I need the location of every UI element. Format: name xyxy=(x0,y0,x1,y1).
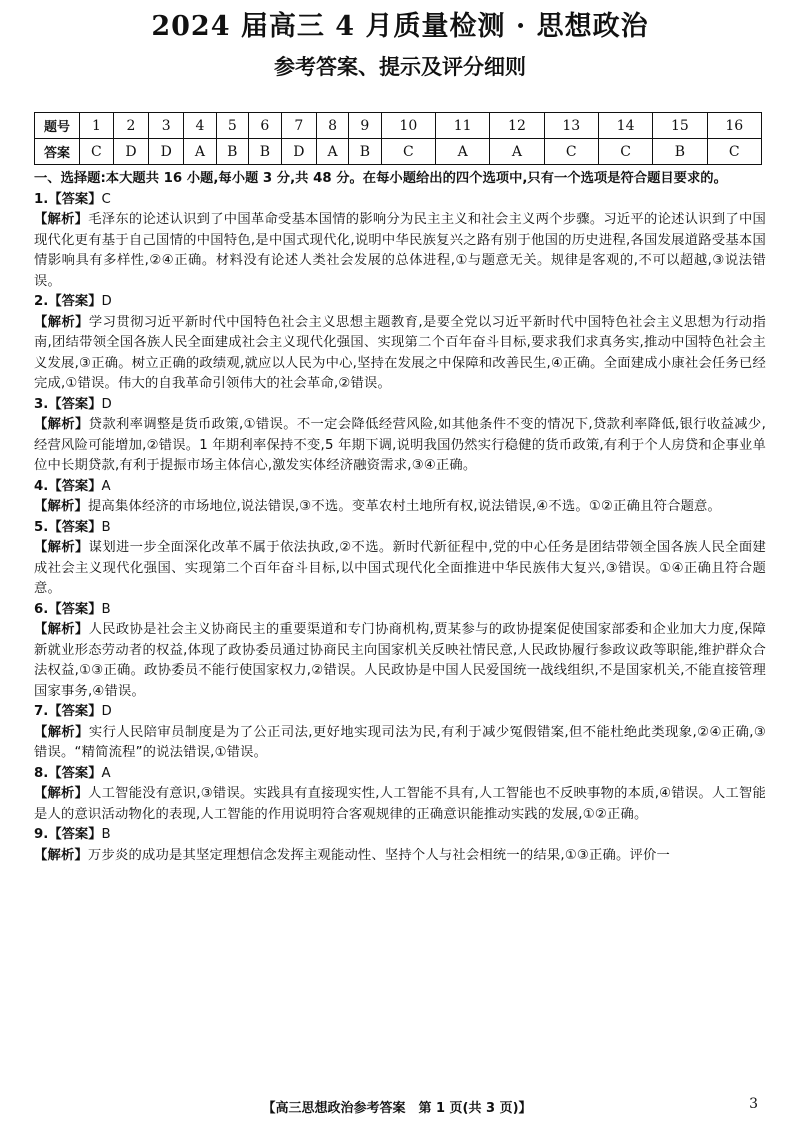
explanation-text: 学习贯彻习近平新时代中国特色社会主义思想主题教育,是要全党以习近平新时代中国特色社会主义思想为行动指南,团结带领全国各族人民全面建成社会主义现代化强国、实现第二个百年奋斗目标,要求我们求真务实,推动中国特色社会主义发展,③正确。树立正确的政绩观,就应以人民为中心,坚持在发展之中保障和改善民生,④正确。全面建成小康社会任务已经完成,①错误。伟大的自我革命引领伟大的社会革命,②错误。 xyxy=(34,314,766,391)
explanation-paragraph xyxy=(34,784,766,825)
question-item xyxy=(34,477,766,518)
question-number: 9. xyxy=(34,827,49,842)
explanation-paragraph xyxy=(34,846,766,867)
question-item xyxy=(34,600,766,703)
answer-line xyxy=(34,518,766,539)
answer-value: D xyxy=(101,294,112,309)
answer-value: B xyxy=(101,519,111,535)
question-number-cell: 6 xyxy=(249,113,282,139)
answer-row xyxy=(35,139,762,165)
question-number: 2. xyxy=(34,294,49,309)
explanation-text: 实行人民陪审员制度是为了公正司法,更好地实现司法为民,有利于减少冤假错案,但不能杜绝此类现象,②④正确,③错误。“精简流程”的说法错误,①错误。 xyxy=(34,724,766,760)
question-number: 3. xyxy=(34,396,49,412)
question-number-label: 题号 xyxy=(35,113,80,139)
answer-line xyxy=(34,764,766,785)
answer-tag: 【答案】 xyxy=(48,601,102,617)
question-item xyxy=(34,292,766,395)
explanation-tag: 【解析】 xyxy=(34,622,89,637)
answer-tag: 【答案】 xyxy=(48,478,102,494)
explanation-text: 贷款利率调整是货币政策,①错误。不一定会降低经营风险,如其他条件不变的情况下,贷款利率降低,银行收益减少,经营风险可能增加,②错误。1 年期利率保持不变,5 年期下调,说明我国仍然实行稳健的货币政策,有利于个人房贷和企事业单位中长期贷款,有利于提振市场主体信心,激发实体经济融资需求,③④正确。 xyxy=(34,417,766,473)
answer-cell: B xyxy=(216,139,249,165)
answer-line xyxy=(34,477,766,498)
question-number-cell: 4 xyxy=(184,113,216,139)
explanation-text: 谋划进一步全面深化改革不属于依法执政,②不选。新时代新征程中,党的中心任务是团结带领全国各族人民全面建成社会主义现代化强国、实现第二个百年奋斗目标,以中国式现代化全面推进中华民族伟大复兴,③错误。①④正确且符合题意。 xyxy=(34,540,766,596)
answer-cell: C xyxy=(707,139,761,165)
answer-line xyxy=(34,702,766,723)
explanation-text: 万步炎的成功是其坚定理想信念发挥主观能动性、坚持个人与社会相统一的结果,①③正确。评价一 xyxy=(88,847,671,863)
answer-tag: 【答案】 xyxy=(48,519,102,535)
answer-cell: D xyxy=(113,139,148,165)
question-number: 7. xyxy=(34,704,49,719)
explanation-tag: 【解析】 xyxy=(34,417,89,432)
answer-label: 答案 xyxy=(35,139,80,165)
question-number-cell: 1 xyxy=(80,113,114,139)
question-number-cell: 12 xyxy=(490,113,544,139)
question-number: 1. xyxy=(34,191,49,207)
question-number: 5. xyxy=(34,519,49,535)
question-number-cell: 2 xyxy=(113,113,148,139)
explanation-paragraph xyxy=(34,313,766,395)
explanation-text: 人民政协是社会主义协商民主的重要渠道和专门协商机构,贾某参与的政协提案促使国家部委和企业加大力度,保障新就业形态劳动者的权益,体现了政协委员通过协商民主向国家机关反映社情民意,人民政协履行参政议政等职能,维护群众合法权益,①③正确。政协委员不能行使国家权力,②错误。人民政协是中国人民爱国统一战线组织,不是国家机关,不能直接管理国家事务,④错误。 xyxy=(34,622,766,699)
answer-line xyxy=(34,190,766,211)
question-item xyxy=(34,395,766,477)
answer-cell: A xyxy=(316,139,348,165)
answer-tag: 【答案】 xyxy=(48,191,102,207)
answer-line xyxy=(34,600,766,621)
explanation-paragraph xyxy=(34,497,766,518)
explanation-paragraph xyxy=(34,415,766,477)
answer-cell: C xyxy=(598,139,652,165)
question-item xyxy=(34,825,766,866)
answer-cell: A xyxy=(435,139,489,165)
question-number-cell: 13 xyxy=(544,113,598,139)
question-number: 4. xyxy=(34,478,49,494)
answer-tag: 【答案】 xyxy=(48,396,102,412)
answer-tag: 【答案】 xyxy=(48,294,102,309)
explanation-paragraph xyxy=(34,620,766,702)
explanation-paragraph xyxy=(34,538,766,600)
explanation-text: 人工智能没有意识,③错误。实践具有直接现实性,人工智能不具有,人工智能也不反映事物的本质,④错误。人工智能是人的意识活动物化的表现,人工智能的作用说明符合客观规律的正确意识能推动实践的发展,①②正确。 xyxy=(34,786,766,822)
answer-value: B xyxy=(101,601,111,617)
question-number-cell: 15 xyxy=(653,113,707,139)
answer-value: B xyxy=(101,827,111,842)
answer-line xyxy=(34,825,766,846)
explanation-tag: 【解析】 xyxy=(34,847,88,863)
explanation-tag: 【解析】 xyxy=(34,724,89,740)
question-number-cell: 9 xyxy=(349,113,382,139)
answer-cell: C xyxy=(544,139,598,165)
explanation-paragraph xyxy=(34,210,766,292)
question-item xyxy=(34,518,766,600)
answer-value: D xyxy=(101,396,112,412)
question-number-cell: 8 xyxy=(316,113,348,139)
question-item xyxy=(34,764,766,826)
question-number: 6. xyxy=(34,601,49,617)
answer-table xyxy=(34,112,762,165)
answer-cell: D xyxy=(281,139,316,165)
answer-tag: 【答案】 xyxy=(48,827,102,842)
answer-value: D xyxy=(101,704,112,719)
explanation-text: 提高集体经济的市场地位,说法错误,③不选。变革农村土地所有权,说法错误,④不选。①②正确且符合题意。 xyxy=(88,499,722,514)
answer-line xyxy=(34,292,766,313)
answer-cell: B xyxy=(249,139,282,165)
answer-tag: 【答案】 xyxy=(48,704,102,719)
explanation-tag: 【解析】 xyxy=(34,540,89,555)
question-number-cell: 7 xyxy=(281,113,316,139)
answer-value: C xyxy=(101,191,111,207)
question-number-cell: 3 xyxy=(149,113,184,139)
answer-cell: C xyxy=(381,139,435,165)
question-item xyxy=(34,190,766,293)
answer-tag: 【答案】 xyxy=(48,765,102,781)
question-number-cell: 10 xyxy=(381,113,435,139)
page-footer: 【高三思想政治参考答案 第 1 页(共 3 页)】 xyxy=(262,1101,532,1116)
explanation-text: 毛泽东的论述认识到了中国革命受基本国情的影响分为民主主义和社会主义两个步骤。习近平的论述认识到了中国现代化更有基于自己国情的中国特色,是中国式现代化,说明中华民族复兴之路有别于他国的历史进程,各国发展道路受基本国情影响具有多样性,②④正确。材料没有论述人类社会发展的总体进程,①与题意无关。规律是客观的,不可以超越,③说法错误。 xyxy=(34,212,766,289)
question-number-cell: 14 xyxy=(598,113,652,139)
answer-value: A xyxy=(101,765,111,781)
explanation-tag: 【解析】 xyxy=(34,499,88,514)
answer-cell: C xyxy=(80,139,114,165)
page-subtitle: 参考答案、提示及评分细则 xyxy=(274,54,526,79)
section-heading: 一、选择题:本大题共 16 小题,每小题 3 分,共 48 分。在每小题给出的四个选项中,只有一个选项是符合题目要求的。 xyxy=(34,171,727,186)
page-number: 3 xyxy=(749,1096,758,1112)
explanation-paragraph xyxy=(34,723,766,764)
answer-line xyxy=(34,395,766,416)
answer-cell: D xyxy=(149,139,184,165)
answer-cell: B xyxy=(349,139,382,165)
explanation-tag: 【解析】 xyxy=(34,212,89,227)
question-list xyxy=(34,190,766,867)
answer-value: A xyxy=(101,478,111,494)
question-number-cell: 11 xyxy=(435,113,489,139)
answer-cell: A xyxy=(490,139,544,165)
explanation-tag: 【解析】 xyxy=(34,314,89,330)
question-number: 8. xyxy=(34,765,49,781)
page-title: 2024 届高三 4 月质量检测 · 思想政治 xyxy=(151,11,649,42)
question-number-row xyxy=(35,113,762,139)
answer-cell: A xyxy=(184,139,216,165)
question-number-cell: 5 xyxy=(216,113,249,139)
answer-cell: B xyxy=(653,139,707,165)
explanation-tag: 【解析】 xyxy=(34,786,89,801)
question-number-cell: 16 xyxy=(707,113,761,139)
question-item xyxy=(34,702,766,764)
